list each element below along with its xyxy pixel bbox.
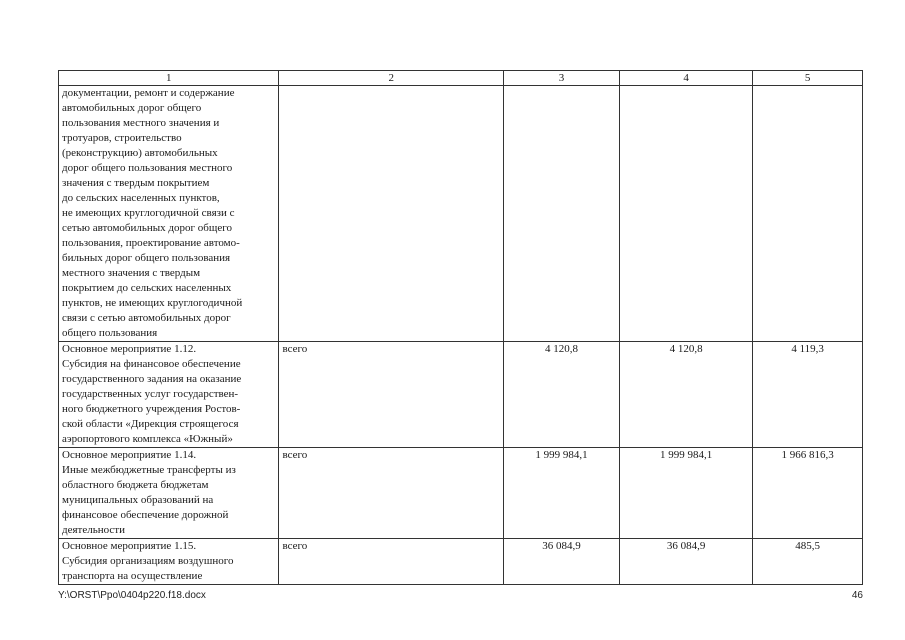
description-line: Основное мероприятие 1.15. <box>62 540 197 552</box>
description-line: областного бюджета бюджетам <box>62 479 209 491</box>
description-line: государственного задания на оказание <box>62 373 242 385</box>
value-col4: 4 120,8 <box>619 342 752 448</box>
page-number: 46 <box>851 590 863 601</box>
description-line: местного значения с твердым <box>62 267 201 279</box>
table-header-row <box>59 71 863 86</box>
document-file-path: Y:\ORST\Ppo\0404p220.f18.docx <box>58 590 206 601</box>
description-line: ской области «Дирекция строящегося <box>62 418 239 430</box>
description-line: (реконструкцию) автомобильных <box>62 147 218 159</box>
column-header-1: 1 <box>59 71 279 86</box>
value-col4 <box>619 86 752 342</box>
column-header-2: 2 <box>279 71 504 86</box>
description-line: не имеющих круглогодичной связи с <box>62 207 235 219</box>
activity-description <box>59 539 279 585</box>
description-line: муниципальных образований на <box>62 494 214 506</box>
description-line: документации, ремонт и содержание <box>62 87 235 99</box>
description-line: тротуаров, строительство <box>62 132 182 144</box>
description-line: автомобильных дорог общего <box>62 102 202 114</box>
value-col4: 1 999 984,1 <box>619 448 752 539</box>
description-line: Основное мероприятие 1.12. <box>62 343 197 355</box>
value-col5: 4 119,3 <box>753 342 863 448</box>
description-line: финансовое обеспечение дорожной <box>62 509 229 521</box>
table-row <box>59 539 863 585</box>
value-col4: 36 084,9 <box>619 539 752 585</box>
funding-source: всего <box>279 448 504 539</box>
description-line: пользования, проектирование автомо- <box>62 237 240 249</box>
activity-description <box>59 342 279 448</box>
description-line: значения с твердым покрытием <box>62 177 210 189</box>
value-col5: 485,5 <box>753 539 863 585</box>
description-line: связи с сетью автомобильных дорог <box>62 312 231 324</box>
activity-description <box>59 86 279 342</box>
table-row <box>59 86 863 342</box>
description-line: пунктов, не имеющих круглогодичной <box>62 297 243 309</box>
description-line: пользования местного значения и <box>62 117 220 129</box>
value-col3 <box>504 86 620 342</box>
column-header-4: 4 <box>619 71 752 86</box>
funding-source: всего <box>279 539 504 585</box>
description-line: дорог общего пользования местного <box>62 162 233 174</box>
description-line: Субсидия на финансовое обеспечение <box>62 358 241 370</box>
description-line: ного бюджетного учреждения Ростов- <box>62 403 241 415</box>
activity-description <box>59 448 279 539</box>
value-col3: 4 120,8 <box>504 342 620 448</box>
value-col3: 1 999 984,1 <box>504 448 620 539</box>
column-header-3: 3 <box>504 71 620 86</box>
funding-source <box>279 86 504 342</box>
funding-source: всего <box>279 342 504 448</box>
value-col3: 36 084,9 <box>504 539 620 585</box>
description-line: Субсидия организациям воздушного <box>62 555 234 567</box>
description-line: до сельских населенных пунктов, <box>62 192 220 204</box>
description-line: Иные межбюджетные трансферты из <box>62 464 236 476</box>
description-line: сетью автомобильных дорог общего <box>62 222 232 234</box>
table-row <box>59 342 863 448</box>
description-line: транспорта на осуществление <box>62 570 203 582</box>
description-line: Основное мероприятие 1.14. <box>62 449 197 461</box>
description-line: общего пользования <box>62 327 158 339</box>
value-col5: 1 966 816,3 <box>753 448 863 539</box>
description-line: деятельности <box>62 524 125 536</box>
description-line: покрытием до сельских населенных <box>62 282 232 294</box>
value-col5 <box>753 86 863 342</box>
description-line: государственных услуг государствен- <box>62 388 239 400</box>
description-line: аэропортового комплекса «Южный» <box>62 433 233 445</box>
budget-table <box>58 70 863 585</box>
table-row <box>59 448 863 539</box>
column-header-5: 5 <box>753 71 863 86</box>
description-line: бильных дорог общего пользования <box>62 252 231 264</box>
